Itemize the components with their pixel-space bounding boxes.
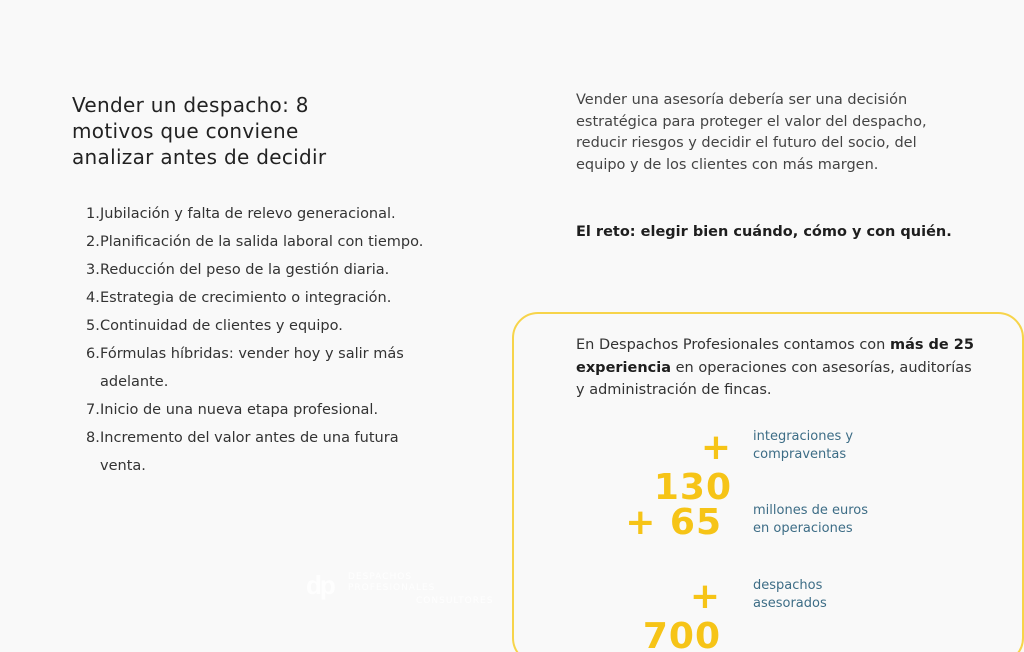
stat-millions-value: + 65 <box>625 502 722 543</box>
item-text: Incremento del valor antes de una futura venta. <box>100 430 399 474</box>
list-item <box>86 228 426 256</box>
experience-text <box>576 334 976 402</box>
reasons-list <box>86 200 426 480</box>
item-number: 5. <box>86 318 100 334</box>
stat-label-line: integraciones y <box>753 429 854 444</box>
item-text: Planificación de la salida laboral con tiempo. <box>100 234 424 250</box>
item-number: 4. <box>86 290 100 306</box>
item-text: Fórmulas híbridas: vender hoy y salir más adelante. <box>100 346 404 390</box>
item-number: 7. <box>86 402 100 418</box>
item-text: Jubilación y falta de relevo generacional. <box>100 206 396 222</box>
list-item <box>86 284 426 312</box>
experience-text-after: en operaciones con asesorías, auditorías y administración de fincas. <box>576 359 972 398</box>
stat-firms-value: + 700 <box>642 576 721 652</box>
item-number: 3. <box>86 262 100 278</box>
stat-label-line: despachos <box>753 578 823 593</box>
stat-label-line: millones de euros <box>753 503 869 518</box>
stat-label-line: en operaciones <box>753 521 853 536</box>
stat-label-line: compraventas <box>753 447 847 462</box>
watermark-line: DESPACHOS <box>348 572 413 582</box>
stat-millions-label <box>753 502 893 538</box>
experience-highlight: más de 25 experiencia <box>576 337 974 376</box>
item-text: Continuidad de clientes y equipo. <box>100 318 343 334</box>
item-text: Estrategia de crecimiento o integración. <box>100 290 392 306</box>
item-text: Inicio de una nueva etapa profesional. <box>100 402 379 418</box>
list-item <box>86 256 426 284</box>
watermark-mark: dp <box>306 570 334 600</box>
watermark-line: PROFESIONALES <box>348 583 436 593</box>
stat-integrations-value: + 130 <box>653 427 732 508</box>
experience-text-before: En Despachos Profesionales contamos con <box>576 337 890 353</box>
list-item <box>86 200 426 228</box>
stat-firms-label <box>753 577 893 613</box>
challenge-text: El reto: elegir bien cuándo, cómo y con quién. <box>576 224 952 240</box>
item-number: 1. <box>86 206 100 222</box>
stat-integrations-label <box>753 428 893 464</box>
page-title: Vender un despacho: 8 motivos que conviene analizar antes de decidir <box>72 93 327 169</box>
list-item <box>86 424 426 480</box>
item-number: 6. <box>86 346 100 362</box>
watermark-line: CONSULTORES <box>416 596 494 606</box>
stat-label-line: asesorados <box>753 596 827 611</box>
list-item <box>86 340 426 396</box>
item-number: 8. <box>86 430 100 446</box>
watermark-logo <box>306 570 494 606</box>
item-text: Reducción del peso de la gestión diaria. <box>100 262 390 278</box>
intro-paragraph: Vender una asesoría debería ser una decisión estratégica para proteger el valor del despacho, reducir riesgos y decidir el futuro del socio, del equipo y de los clientes con más margen. <box>576 92 927 174</box>
item-number: 2. <box>86 234 100 250</box>
list-item <box>86 312 426 340</box>
list-item <box>86 396 426 424</box>
